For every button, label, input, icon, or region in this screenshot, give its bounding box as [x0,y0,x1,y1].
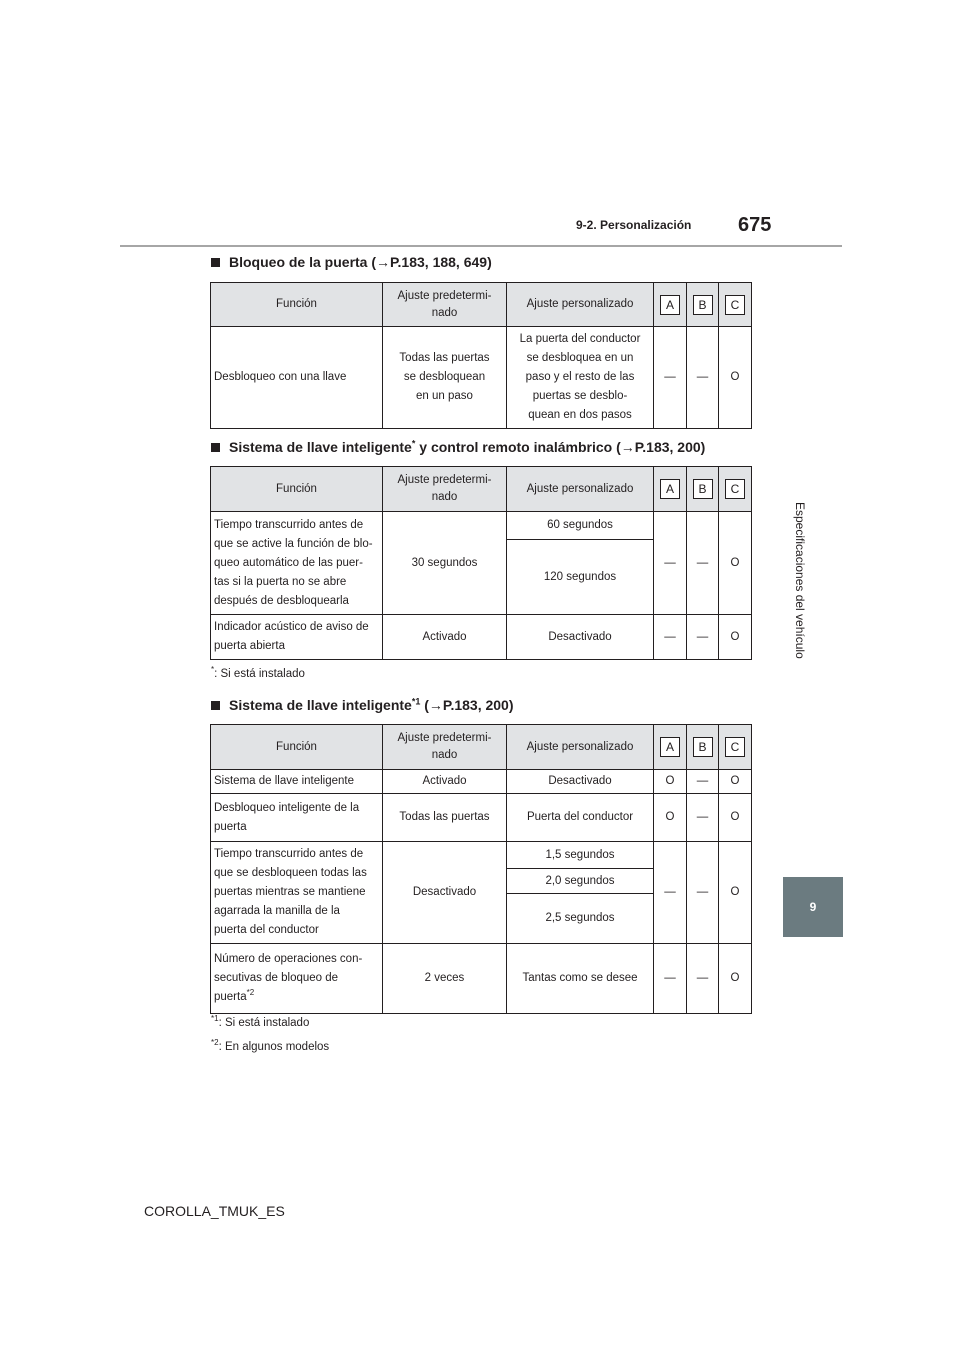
side-tab-label [786,300,814,860]
cell-c: O [719,770,752,794]
col-funcion: Función [211,283,383,327]
cell-custom: Tantas como se desee [507,944,654,1014]
col-personalizado: Ajuste personalizado [507,283,654,327]
label-c: C [725,479,745,499]
bullet-square-icon [211,701,220,710]
table-header-row [211,283,752,327]
cell-c: O [719,794,752,842]
section-heading-2 [211,439,705,455]
col-a [654,467,687,512]
cell-b: — [687,944,719,1014]
cell-a: — [654,327,687,429]
cell-b: — [687,327,719,429]
col-b [687,283,719,327]
label-a: A [660,295,680,315]
cell-funcion: Sistema de llave inteligente [211,770,383,794]
header-divider [120,245,842,247]
cell-c: O [719,615,752,660]
label-b: B [693,479,713,499]
cell-custom-option: 120 segundos [507,540,654,615]
table-row [211,512,752,540]
cell-custom: La puerta del conductor se desbloquea en un paso y el resto de las puertas se desblo- quean en dos pasos [507,327,654,429]
section-heading-3 [211,697,514,713]
footnote: *: Si está instalado [211,665,305,680]
cell-a: — [654,944,687,1014]
col-c [719,725,752,770]
section-title-2: Sistema de llave inteligente* y control remoto inalámbrico (→P.183, 200) [229,438,706,455]
table-row [211,327,752,429]
cell-custom: Puerta del conductor [507,794,654,842]
table-header-row [211,467,752,512]
cell-a: — [654,512,687,615]
cell-custom: Desactivado [507,615,654,660]
label-b: B [693,295,713,315]
cell-b: — [687,615,719,660]
col-funcion: Función [211,725,383,770]
table-bloqueo-puerta [210,282,752,429]
cell-default: Desactivado [383,842,507,944]
cell-b: — [687,770,719,794]
section-header: 9-2. Personalización [576,218,692,232]
table-row [211,842,752,869]
cell-b: — [687,794,719,842]
col-predeterminado: Ajuste predetermi- nado [383,283,507,327]
cell-default: Activado [383,770,507,794]
cell-funcion: Número de operaciones con- secutivas de bloqueo de puerta$^{*2}$ [211,944,383,1014]
cell-custom-option: 60 segundos [507,512,654,540]
col-c [719,467,752,512]
cell-funcion: Desbloqueo inteligente de la puerta [211,794,383,842]
table-row [211,770,752,794]
table-row [211,615,752,660]
cell-c: O [719,944,752,1014]
chapter-tab: 9 [783,877,843,937]
bullet-square-icon [211,258,220,267]
cell-funcion: Tiempo transcurrido antes de que se desbloqueen todas las puertas mientras se mantiene agarrada la manilla de la puerta del conductor [211,842,383,944]
section-title-1: Bloqueo de la puerta (→P.183, 188, 649) [229,254,492,270]
col-b [687,467,719,512]
footnote: $^{*1}$: Si está instalado [211,1014,310,1029]
cell-b: — [687,512,719,615]
table-llave-inteligente-remoto [210,466,752,660]
col-b [687,725,719,770]
col-predeterminado: Ajuste predetermi- nado [383,725,507,770]
cell-default: 30 segundos [383,512,507,615]
cell-c: O [719,327,752,429]
table-row [211,794,752,842]
document-id: COROLLA_TMUK_ES [144,1203,285,1219]
col-c [719,283,752,327]
cell-default: Activado [383,615,507,660]
cell-a: O [654,794,687,842]
table-row [211,944,752,1014]
section-title-3: Sistema de llave inteligente$^{*1}$ (→P.183, 200) [229,696,514,713]
table-llave-inteligente [210,724,752,1014]
col-personalizado: Ajuste personalizado [507,467,654,512]
section-heading-1 [211,254,492,270]
col-personalizado: Ajuste personalizado [507,725,654,770]
cell-funcion: Indicador acústico de aviso de puerta abierta [211,615,383,660]
cell-custom: Desactivado [507,770,654,794]
table-header-row [211,725,752,770]
cell-funcion: Desbloqueo con una llave [211,327,383,429]
cell-default: Todas las puertas se desbloquean en un paso [383,327,507,429]
cell-b: — [687,842,719,944]
cell-custom-option: 1,5 segundos [507,842,654,869]
footnote: $^{*2}$: En algunos modelos [211,1038,330,1053]
cell-default: Todas las puertas [383,794,507,842]
col-funcion: Función [211,467,383,512]
col-a [654,283,687,327]
cell-c: O [719,842,752,944]
cell-funcion: Tiempo transcurrido antes de que se active la función de blo- queo automático de las puer- tas si la puerta no se abre después de desbloquearla [211,512,383,615]
bullet-square-icon [211,443,220,452]
label-a: A [660,737,680,757]
cell-c: O [719,512,752,615]
side-tab-label-text: Especificaciones del vehículo [793,501,807,659]
col-predeterminado: Ajuste predetermi- nado [383,467,507,512]
cell-a: — [654,842,687,944]
cell-a: — [654,615,687,660]
cell-custom-option: 2,0 segundos [507,869,654,894]
label-a: A [660,479,680,499]
label-c: C [725,295,745,315]
cell-default: 2 veces [383,944,507,1014]
col-a [654,725,687,770]
label-c: C [725,737,745,757]
label-b: B [693,737,713,757]
cell-custom-option: 2,5 segundos [507,894,654,944]
page-number: 675 [738,214,772,236]
cell-a: O [654,770,687,794]
